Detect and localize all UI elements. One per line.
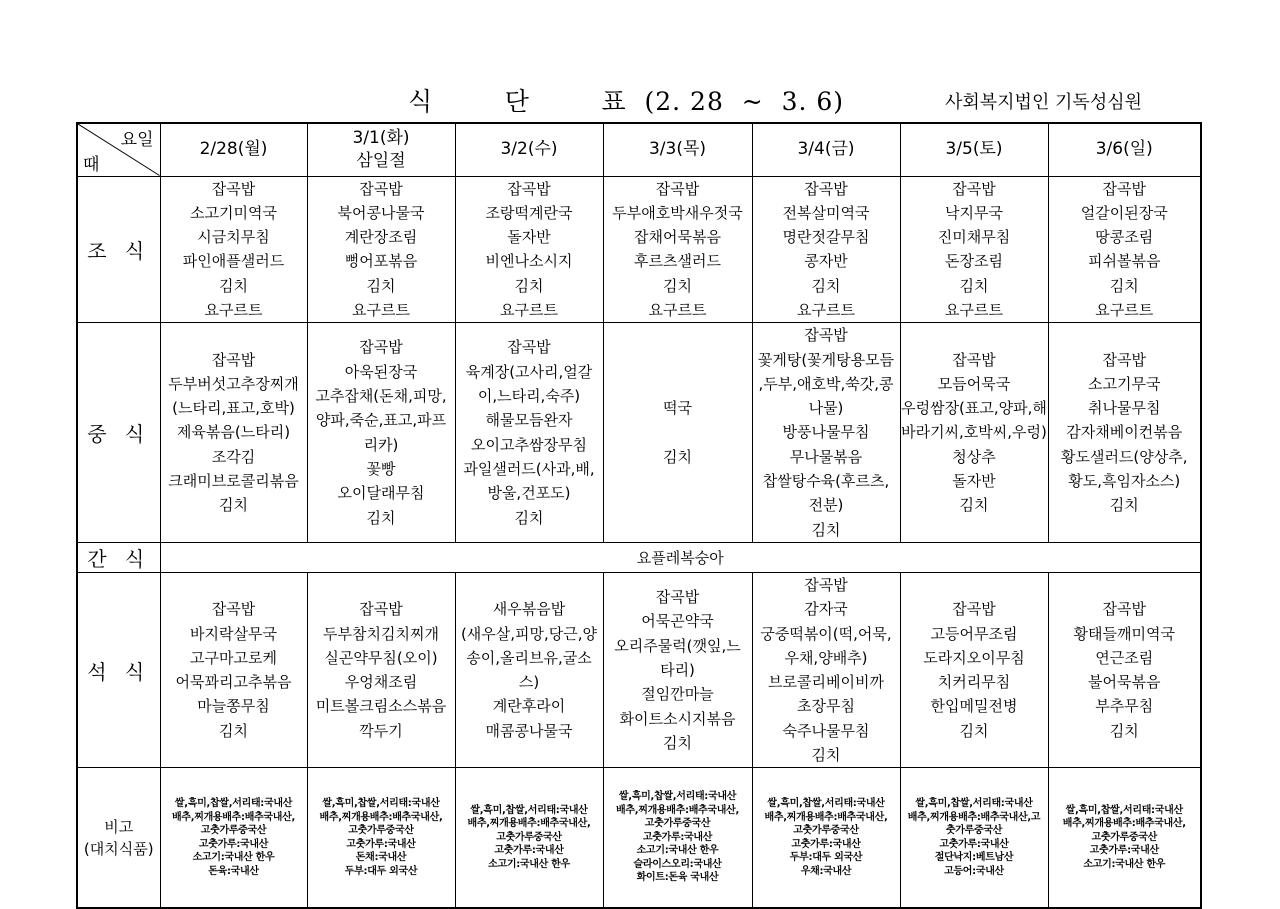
dish-item: 전복살미역국 (782, 203, 870, 222)
menu-cell (307, 176, 455, 323)
dish-item: 연근조림 (1095, 648, 1154, 667)
dish-item: 오리주물럭(깻잎,느 (614, 636, 741, 655)
menu-cell (603, 572, 752, 767)
dish-item: 오이달래무침 (337, 484, 425, 503)
origin-note-cell (455, 768, 603, 908)
page-title: 식 단 표 (2. 28 ~ 3. 6) (408, 87, 845, 116)
origin-line: 배추,찌개용배추:배추국내산, (615, 804, 740, 816)
dish-item: 잡곡밥 (507, 338, 551, 357)
dish-item: 김치 (1109, 721, 1139, 740)
dish-item: 우엉채조림 (344, 673, 418, 692)
dish-item: 뻥어포볶음 (344, 252, 418, 271)
dish-item: 잡곡밥 (952, 600, 996, 619)
dinner-row (77, 572, 1201, 767)
menu-cell (900, 323, 1048, 543)
dish-item: 김치 (1109, 276, 1139, 295)
dish-item: 한입메밀전병 (930, 697, 1018, 716)
dish-item: 조각김 (211, 447, 256, 466)
meal-label-breakfast: 조 식 (77, 176, 160, 323)
dish-item: 무나물볶음 (789, 447, 863, 466)
dish-item: 리카) (363, 435, 399, 454)
menu-cell (307, 323, 455, 543)
dish-item: 황도,흑임자소스) (1068, 472, 1181, 491)
dish-item: 궁중떡볶이(떡,어묵, (760, 624, 892, 643)
dish-item: 조랑떡계란국 (485, 203, 573, 222)
dish-item: (느타리,표고,호박) (172, 399, 295, 418)
dish-item: 명란젓갈무침 (782, 228, 870, 247)
dish-item: 바라기씨,호박씨,우렁) (901, 423, 1047, 442)
dish-item: 잡곡밥 (211, 350, 256, 369)
dish-item: 미트볼크림소스볶음 (315, 697, 447, 716)
origin-line: 돈채:국내산 (355, 852, 407, 864)
origin-line: 고춧가루중국산 (1091, 831, 1158, 843)
dish-item: 잡곡밥 (359, 338, 403, 357)
corner-cell (77, 123, 160, 176)
dish-item: 파인애플샐러드 (182, 252, 285, 271)
dish-item: 우채,양배추) (784, 648, 868, 667)
menu-cell (752, 572, 900, 767)
dish-item: 진미채무침 (937, 228, 1011, 247)
dish-item: 고추잡채(돈채,피망, (315, 387, 447, 406)
dish-item: 깍두기 (359, 721, 403, 740)
dish-item: 잡곡밥 (359, 600, 403, 619)
day-date: 2/28(월) (199, 139, 268, 160)
day-date: 3/1(화) (352, 127, 410, 148)
origin-note-cell (1048, 768, 1201, 908)
day-header (900, 123, 1048, 176)
menu-cell (455, 176, 603, 323)
dish-item: 브로콜리베이비까 (768, 673, 884, 692)
dish-item: 요구르트 (352, 300, 410, 319)
dish-item: 김치 (959, 276, 989, 295)
origin-line: 소고기:국내산 한우 (1083, 858, 1166, 870)
dish-item: 나물) (808, 399, 844, 418)
dish-item: 김치 (663, 447, 692, 466)
dish-item: 양파,죽순,표고,파프 (315, 411, 447, 430)
day-header (455, 123, 603, 176)
dish-item: 잡곡밥 (804, 179, 848, 198)
origin-line: 쌀,흑미,찹쌀,서리태:국내산 (915, 798, 1033, 810)
dish-item: 돌자반 (952, 472, 996, 491)
dish-item: 떡국 (663, 399, 692, 418)
origin-line: 절단낙지:베트남산 (934, 852, 1014, 864)
origin-line: 배추,찌개용배추:배추국내산, (467, 818, 591, 830)
dish-item: 취나물무침 (1088, 399, 1161, 418)
menu-cell (603, 323, 752, 543)
day-header (160, 123, 307, 176)
dish-item: 김치 (1109, 496, 1139, 515)
dish-item: 김치 (663, 733, 692, 752)
dish-item: 잡곡밥 (804, 326, 848, 345)
menu-cell (160, 572, 307, 767)
dish-item: (새우살,피망,당근,양 (460, 624, 598, 643)
dish-item: 소고기무국 (1088, 374, 1161, 393)
dish-item: 감자채베이컨볶음 (1066, 423, 1183, 442)
origin-line: 쌀,흑미,찹쌀,서리태:국내산 (322, 798, 440, 810)
dish-item: 해물모듬완자 (485, 411, 573, 430)
dish-item: 육계장(고사리,얼갈 (465, 362, 593, 381)
dish-item: 잡곡밥 (507, 179, 551, 198)
corner-day-label: 요일 (120, 130, 154, 150)
dish-item: 우렁쌈장(표고,양파,해 (901, 399, 1047, 418)
dish-item: 김치 (366, 276, 396, 295)
origin-line: 고춧가루:국내산 (1089, 845, 1159, 857)
dish-item: 어묵꽈리고추볶음 (175, 673, 292, 692)
dish-item: 치커리무침 (937, 673, 1011, 692)
origin-line: 쌀,흑미,찹쌀,서리태:국내산 (174, 798, 293, 810)
origin-note-cell (603, 768, 752, 908)
dish-item: 크래미브로콜리볶음 (168, 472, 299, 491)
dish-item: 김치 (219, 721, 248, 740)
dish-item: 두부버섯고추장찌개 (168, 374, 299, 393)
origin-line: 고춧가루:국내산 (939, 838, 1009, 850)
dish-item: 요구르트 (648, 300, 707, 319)
origin-line: 돈육:국내산 (208, 865, 259, 877)
origin-line: 고춧가루:국내산 (198, 838, 269, 850)
dish-item: 실곤약무침(오이) (324, 648, 438, 667)
dish-item: 잡곡밥 (211, 600, 256, 619)
origin-line: 고춧가루중국산 (348, 825, 414, 837)
menu-cell (1048, 572, 1201, 767)
dish-item: 황태들깨미역국 (1073, 624, 1175, 643)
dish-item: 요구르트 (1095, 300, 1154, 319)
origin-line: 쌀,흑미,찹쌀,서리태:국내산 (767, 798, 885, 810)
menu-cell (1048, 323, 1201, 543)
dish-item: 이,느타리,숙주) (477, 387, 581, 406)
dish-item: 잡곡밥 (359, 179, 403, 198)
origin-line: 춧가루중국산 (945, 825, 1003, 837)
dish-item: 불어묵볶음 (1088, 673, 1161, 692)
dish-item: 어묵곤약국 (641, 612, 714, 631)
day-date: 3/3(목) (648, 139, 707, 160)
snack-row (77, 542, 1201, 572)
dish-item: 황도샐러드(양상추, (1060, 447, 1188, 466)
notes-sublabel: (대치식품) (83, 839, 154, 858)
dish-item: 김치 (514, 276, 544, 295)
origin-line: 고춧가루중국산 (793, 825, 859, 837)
origin-line: 고춧가루중국산 (644, 818, 711, 830)
menu-table (76, 122, 1202, 909)
dish-item: 김치 (366, 508, 396, 527)
origin-line: 우채:국내산 (800, 865, 852, 877)
dish-item: 도라지오이무침 (923, 648, 1025, 667)
dish-item: 김치 (811, 746, 841, 765)
dish-item: 김치 (663, 276, 692, 295)
origin-note-cell (307, 768, 455, 908)
notes-row (77, 768, 1201, 908)
dish-item: 과일샐러드(사과,배, (463, 459, 595, 478)
dish-item: 새우볶음밥 (492, 600, 566, 619)
origin-line: 소고기:국내산 한우 (192, 852, 275, 864)
dish-item: 김치 (514, 508, 544, 527)
corner-meal-label: 때 (83, 154, 100, 175)
dish-item: 부추무침 (1095, 697, 1154, 716)
dish-item: 시금치무침 (197, 228, 270, 247)
dish-item: 돌자반 (507, 228, 551, 247)
dish-item: 돈장조림 (945, 252, 1003, 271)
dish-item: 매콤콩나물국 (485, 721, 573, 740)
dish-item: 모듬어묵국 (937, 374, 1011, 393)
menu-cell (900, 572, 1048, 767)
dish-item: 잡곡밥 (1102, 600, 1146, 619)
menu-cell (455, 572, 603, 767)
dish-item: 타리) (660, 660, 695, 679)
day-date: 3/4(금) (797, 139, 855, 160)
origin-note-cell (900, 768, 1048, 908)
dish-item: 초장무침 (797, 697, 855, 716)
dish-item: 요구르트 (204, 300, 263, 319)
dish-item: 비엔나소시지 (485, 252, 573, 271)
meal-label-snack: 간 식 (77, 542, 160, 572)
dish-item: 김치 (959, 496, 989, 515)
origin-line: 슬라이스오리:국내산 (633, 858, 722, 870)
dish-item: 피쉬볼볶음 (1088, 252, 1161, 271)
day-date: 3/5(토) (945, 139, 1003, 160)
dish-item: 땅콩조림 (1095, 228, 1154, 247)
dish-item: 잡곡밥 (804, 575, 848, 594)
menu-cell (603, 176, 752, 323)
dish-item: 잡채어묵볶음 (634, 228, 721, 247)
menu-cell (160, 176, 307, 323)
dish-item: 요구르트 (500, 300, 558, 319)
dish-item: 소고기미역국 (190, 203, 277, 222)
day-header (752, 123, 900, 176)
origin-line: 고춧가루중국산 (496, 831, 562, 843)
dish-item: 김치 (959, 721, 989, 740)
dish-item: 전분) (808, 496, 844, 515)
origin-line: 고춧가루:국내산 (791, 838, 861, 850)
dish-item: 꽃빵 (366, 459, 396, 478)
origin-line: 두부:대두 외국산 (344, 865, 418, 877)
meal-label-dinner: 석 식 (77, 572, 160, 767)
dish-item: 송이,올리브유,굴소 (466, 648, 592, 667)
dish-item: 잡곡밥 (1102, 350, 1146, 369)
holiday-label: 삼일절 (356, 150, 406, 171)
menu-cell (752, 176, 900, 323)
dish-item: 얼갈이된장국 (1080, 203, 1168, 222)
origin-line: 소고기:국내산 한우 (636, 845, 719, 857)
origin-line: 배추,찌개용배추:배추국내산, (171, 811, 296, 823)
dish-item: 두부참치김치찌개 (323, 624, 439, 643)
dish-item: 화이트소시지볶음 (619, 709, 736, 728)
dish-item: 절임깐마늘 (641, 685, 714, 704)
dish-item: 아욱된장국 (344, 362, 418, 381)
dish-item: 방풍나물무침 (782, 423, 870, 442)
menu-cell (307, 572, 455, 767)
dish-item: 제육볶음(느타리) (176, 423, 291, 442)
notes-label: 비고 (104, 817, 134, 836)
dish-item: 요구르트 (797, 300, 855, 319)
dish-item: 고구마고로케 (190, 648, 277, 667)
breakfast-row (77, 176, 1201, 323)
lunch-row (77, 323, 1201, 543)
menu-cell (455, 323, 603, 543)
dish-item: 오이고추쌈장무침 (471, 435, 587, 454)
origin-line: 쌀,흑미,찹쌀,서리태:국내산 (618, 791, 737, 803)
dish-item: 계란장조림 (344, 228, 418, 247)
origin-line: 고춧가루중국산 (200, 825, 267, 837)
dish-item: 찹쌀탕수육(후르츠, (762, 472, 890, 491)
dish-item: ,두부,애호박,쑥갓,콩 (758, 374, 894, 393)
dish-item: 꽃게탕(꽃게탕용모듬 (757, 350, 895, 369)
menu-cell (900, 176, 1048, 323)
day-header (307, 123, 455, 176)
origin-line: 소고기:국내산 한우 (488, 858, 570, 870)
origin-line: 배추,찌개용배추:배추국내산, (764, 811, 888, 823)
origin-line: 쌀,흑미,찹쌀,서리태:국내산 (470, 804, 588, 816)
day-header (1048, 123, 1201, 176)
dish-item: 요구르트 (945, 300, 1003, 319)
dish-item: 바지락살무국 (190, 624, 277, 643)
snack-cell: 요플레복숭아 (160, 542, 1201, 572)
dish-item: 잡곡밥 (952, 179, 996, 198)
origin-line: 배추,찌개용배추:배추국내산,고 (907, 811, 1041, 823)
origin-line: 배추,찌개용배추:배추국내산, (319, 811, 443, 823)
dish-item: 청상추 (952, 447, 996, 466)
dish-item: 김치 (811, 520, 841, 539)
dish-item: 잡곡밥 (1102, 179, 1146, 198)
origin-line: 쌀,흑미,찹쌀,서리태:국내산 (1065, 804, 1183, 816)
origin-line: 화이트:돈육 국내산 (636, 872, 719, 884)
menu-cell (160, 323, 307, 543)
origin-line: 두부:대두 외국산 (789, 852, 863, 864)
dish-item: 김치 (219, 276, 248, 295)
dish-item: 감자국 (804, 600, 848, 619)
dish-item: 스) (518, 673, 540, 692)
dish-item: 후르츠샐러드 (634, 252, 721, 271)
dish-item: 두부애호박새우젓국 (612, 203, 743, 222)
organization-name: 사회복지법인 기독성심원 (945, 92, 1142, 113)
day-date: 3/2(수) (500, 139, 558, 160)
origin-line: 고춧가루:국내산 (494, 845, 564, 857)
origin-line: 고춧가루:국내산 (642, 831, 713, 843)
meal-label-lunch: 중 식 (77, 323, 160, 543)
origin-note-cell (752, 768, 900, 908)
menu-cell (1048, 176, 1201, 323)
origin-note-cell (160, 768, 307, 908)
dish-item: 콩자반 (804, 252, 848, 271)
dish-item (604, 420, 752, 444)
dish-item: 김치 (811, 276, 841, 295)
dish-item: 숙주나물무침 (782, 721, 870, 740)
dish-item: 북어콩나물국 (337, 203, 425, 222)
menu-cell (752, 323, 900, 543)
dish-item: 잡곡밥 (655, 588, 700, 607)
dish-item: 김치 (219, 496, 248, 515)
origin-line: 고춧가루:국내산 (346, 838, 416, 850)
dish-item: 잡곡밥 (655, 179, 700, 198)
dish-item: 낙지무국 (945, 203, 1003, 222)
header-row (77, 123, 1201, 176)
dish-item: 잡곡밥 (952, 350, 996, 369)
dish-item: 마늘쫑무침 (197, 697, 270, 716)
meal-label-notes (77, 768, 160, 908)
dish-item: 잡곡밥 (211, 179, 256, 198)
origin-line: 배추,찌개용배추:배추국내산, (1062, 818, 1186, 830)
day-date: 3/6(일) (1095, 139, 1153, 160)
dish-item: 방울,건포도) (487, 484, 571, 503)
day-header (603, 123, 752, 176)
dish-item: 고등어무조림 (930, 624, 1018, 643)
dish-item: 계란후라이 (492, 697, 566, 716)
origin-line: 고등어:국내산 (944, 865, 1004, 877)
